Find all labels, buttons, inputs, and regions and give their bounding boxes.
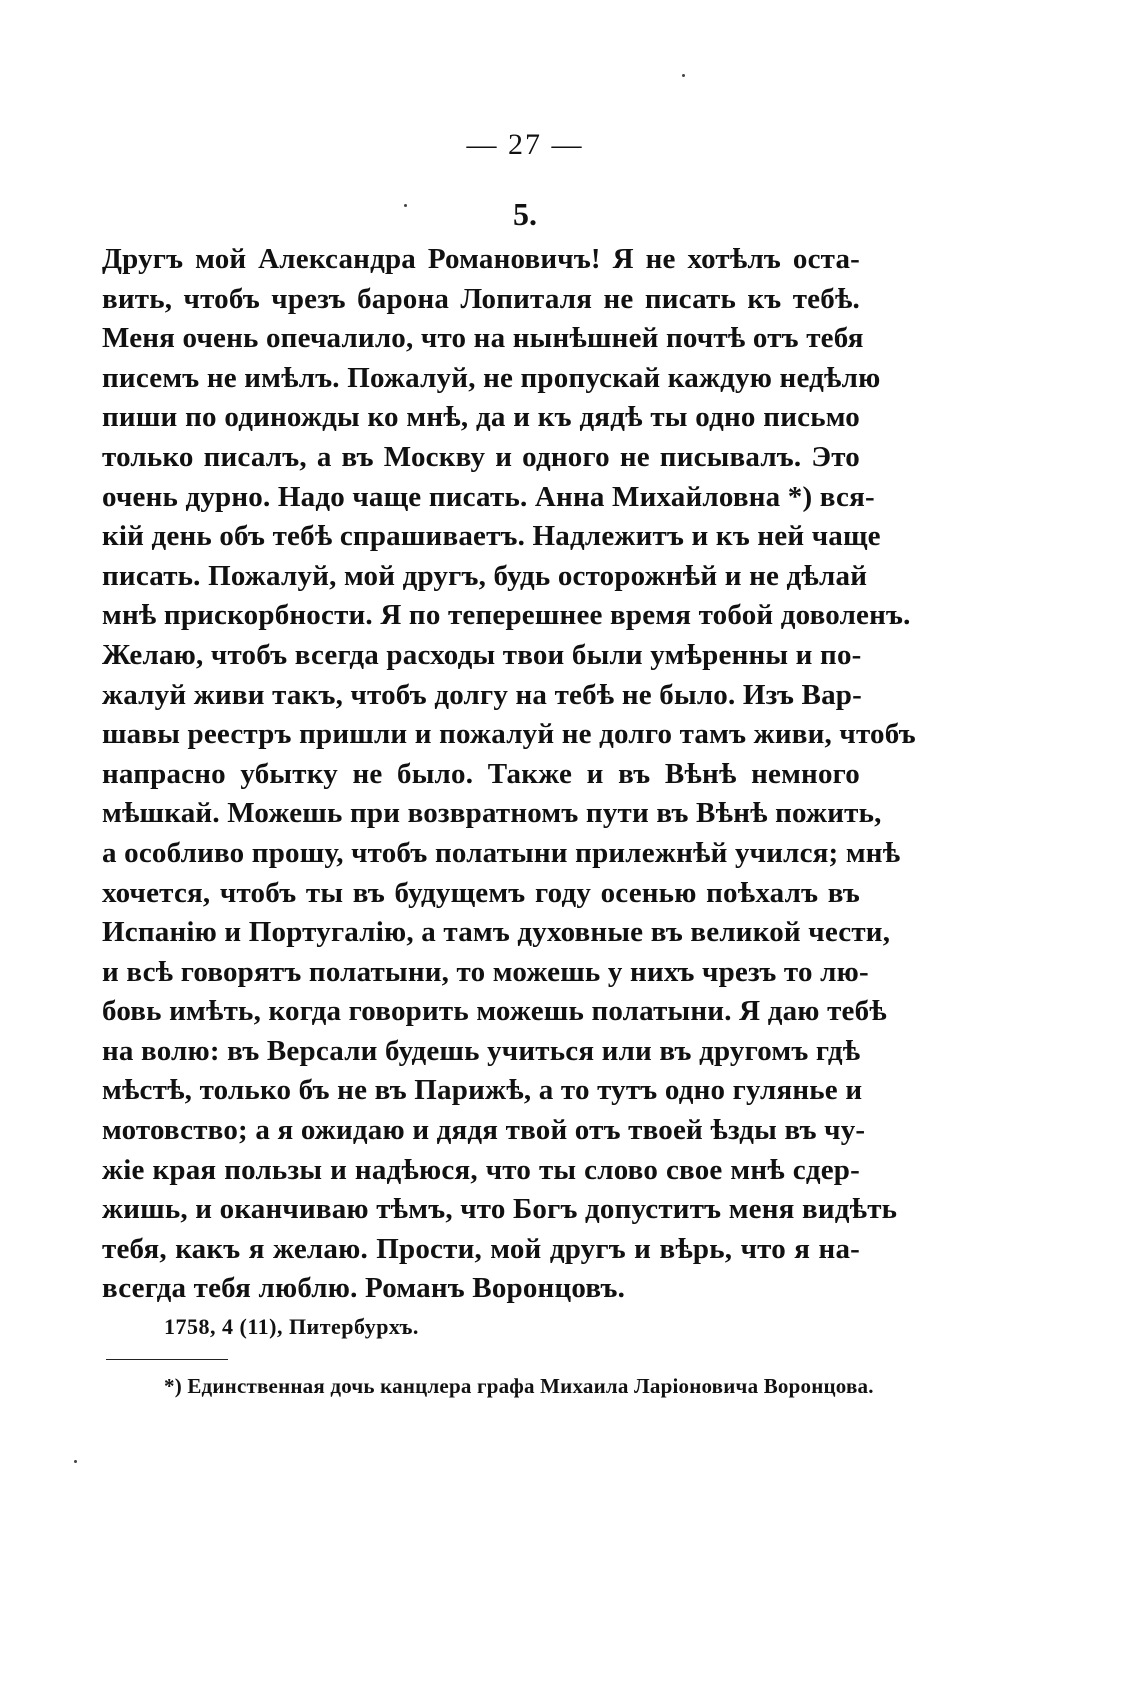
footnote-divider bbox=[106, 1359, 228, 1360]
letter-dateline: 1758, 4 (11), Питербурхъ. bbox=[164, 1314, 419, 1339]
body-line: мотовство; а я ожидаю и дядя твой отъ твоей ѣзды въ чу- bbox=[102, 1114, 866, 1147]
body-line: Испанію и Португалію, а тамъ духовные въ великой чести, bbox=[102, 916, 891, 949]
body-line: мѣстѣ, только бъ не въ Парижѣ, а то тутъ одно гулянье и bbox=[102, 1074, 863, 1107]
print-speck bbox=[404, 204, 407, 207]
body-line: вить, чтобъ чрезъ барона Лопиталя не писать къ тебѣ. bbox=[102, 282, 860, 315]
body-line: пиши по одиножды ко мнѣ, да и къ дядѣ ты одно письмо bbox=[102, 401, 860, 434]
body-line: писать. Пожалуй, мой другъ, будь осторожнѣй и не дѣлай bbox=[102, 559, 868, 592]
body-line: мнѣ прискорбности. Я по теперешнее время тобой доволенъ. bbox=[102, 599, 911, 632]
body-line: жишь, и оканчиваю тѣмъ, что Богъ допуститъ меня видѣть bbox=[102, 1193, 898, 1226]
body-line: жіе края пользы и надѣюся, что ты слово свое мнѣ сдер- bbox=[102, 1153, 860, 1186]
body-line: шавы реестръ пришли и пожалуй не долго тамъ живи, чтобъ bbox=[102, 718, 916, 751]
body-line: тебя, какъ я желаю. Прости, мой другъ и вѣрь, что я на- bbox=[102, 1232, 860, 1265]
body-line: на волю: въ Версали будешь учиться или въ другомъ гдѣ bbox=[102, 1034, 861, 1067]
print-speck bbox=[74, 1460, 77, 1463]
body-line: кій день объ тебѣ спрашиваетъ. Надлежитъ и къ ней чаще bbox=[102, 520, 881, 553]
body-line: Желаю, чтобъ всегда расходы твои были умѣренны и по- bbox=[102, 638, 862, 671]
body-line: хочется, чтобъ ты въ будущемъ году осенью поѣхалъ въ bbox=[102, 876, 860, 909]
body-line: Меня очень опечалило, что на нынѣшней почтѣ отъ тебя bbox=[102, 322, 864, 355]
body-line: очень дурно. Надо чаще писать. Анна Михайловна *) вся- bbox=[102, 480, 875, 513]
footnote: *) Единственная дочь канцлера графа Михаила Ларіоновича Воронцова. bbox=[164, 1374, 874, 1398]
body-line: бовь имѣть, когда говорить можешь полатыни. Я даю тебѣ bbox=[102, 995, 887, 1028]
body-line: а особливо прошу, чтобъ полатыни прилежнѣй учился; мнѣ bbox=[102, 836, 901, 869]
body-line: напрасно убытку не было. Также и въ Вѣнѣ немного bbox=[102, 757, 860, 790]
body-line: и всѣ говорятъ полатыни, то можешь у нихъ чрезъ то лю- bbox=[102, 955, 869, 988]
body-line: только писалъ, а въ Москву и одного не писывалъ. Это bbox=[102, 440, 860, 473]
letter-body bbox=[102, 240, 916, 1309]
print-speck bbox=[682, 74, 685, 77]
body-line: писемъ не имѣлъ. Пожалуй, не пропускай каждую недѣлю bbox=[102, 361, 881, 394]
body-line: жалуй живи такъ, чтобъ долгу на тебѣ не было. Изъ Вар- bbox=[102, 678, 862, 711]
page-number: — 27 — bbox=[466, 128, 584, 161]
body-line: мѣшкай. Можешь при возвратномъ пути въ Вѣнѣ пожить, bbox=[102, 797, 882, 830]
body-line: Другъ мой Александра Романовичъ! Я не хотѣлъ оста- bbox=[102, 243, 860, 275]
letter-number: 5. bbox=[513, 196, 537, 232]
body-line-last: всегда тебя люблю. Романъ Воронцовъ. bbox=[102, 1272, 626, 1305]
